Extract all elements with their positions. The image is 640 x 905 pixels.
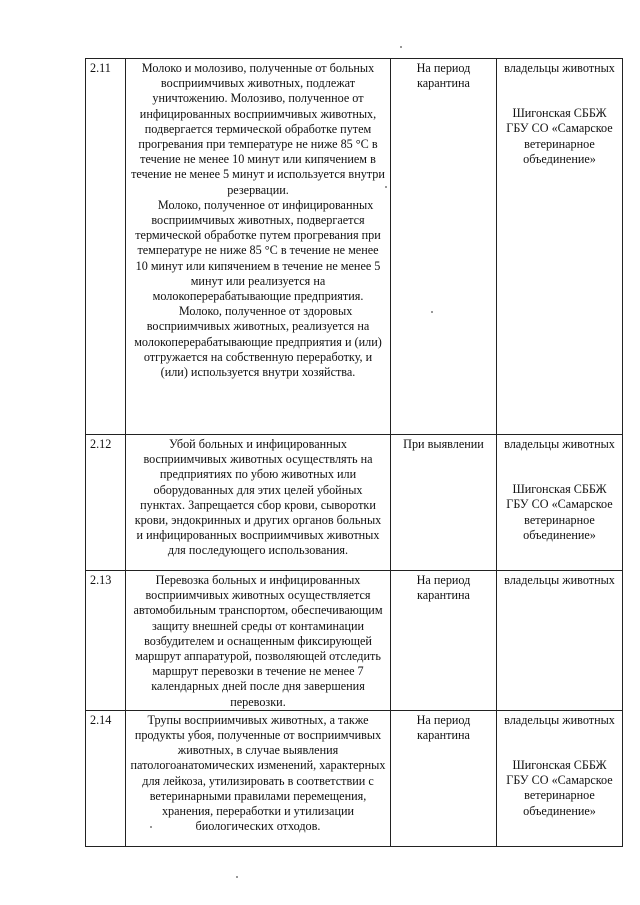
table-row <box>86 710 623 846</box>
responsible-owner: владельцы животных <box>504 61 615 75</box>
scan-speck <box>236 876 238 878</box>
table-row <box>86 435 623 571</box>
row-number: 2.13 <box>86 571 126 711</box>
scan-speck <box>385 186 387 188</box>
responsible-organization: Шигонская СББЖ ГБУ СО «Самарское ветеринарное объединение» <box>506 758 613 818</box>
table-row <box>86 571 623 711</box>
responsible-owner: владельцы животных <box>504 437 615 451</box>
measure-paragraph: Молоко и молозиво, полученные от больных восприимчивых животных, подлежат уничтожению. Молозиво, полученное от инфицированных восприимчивых животных, подвергается термической обработке путем прогревания при температуре не ниже 85 °С в течение не менее 10 минут или кипячением в течение не менее 5 минут и используется внутри резервации. <box>131 61 385 197</box>
responsible-cell <box>497 710 623 846</box>
measure-paragraph: Перевозка больных и инфицированных восприимчивых животных осуществляется автомобильным транспортом, обеспечивающим защиту внешней среды от контаминации возбудителем и оснащенным фиксирующей маршрут аппаратурой, позволяющей отследить маршрут перевозки в течение не менее 7 календарных дней после дня завершения перевозки. <box>133 573 383 709</box>
measures-table <box>85 58 623 847</box>
period-cell: На период карантина <box>391 59 497 435</box>
measure-paragraph: Трупы восприимчивых животных, а также продукты убоя, полученные от восприимчивых животных, в случае выявления патологоанатомических изменений, характерных для лейкоза, утилизировать в соответствии с ветеринарными правилами перемещения, хранения, переработки и утилизации биологических отходов. <box>130 712 386 834</box>
responsible-organization: Шигонская СББЖ ГБУ СО «Самарское ветеринарное объединение» <box>506 106 613 166</box>
responsible-cell <box>497 571 623 711</box>
scan-speck <box>150 826 152 828</box>
measure-cell <box>126 59 391 435</box>
measure-paragraph: Молоко, полученное от инфицированных восприимчивых животных, подвергается термической обработке путем прогревания при температуре не ниже 85 °С в течение не менее 10 минут или кипячением в течение не менее 5 минут или реализуется на молокоперерабатывающие предприятия. <box>135 197 381 304</box>
measure-cell <box>126 571 391 711</box>
responsible-organization: Шигонская СББЖ ГБУ СО «Самарское ветеринарное объединение» <box>506 482 613 542</box>
responsible-cell <box>497 435 623 571</box>
row-number: 2.14 <box>86 710 126 846</box>
table-row <box>86 59 623 435</box>
scan-speck <box>431 311 433 313</box>
period-cell: На период карантина <box>391 571 497 711</box>
measure-paragraph: Молоко, полученное от здоровых восприимчивых животных, реализуется на молокоперерабатывающие предприятия и (или) отгружается на собственную переработку, и (или) используется внутри хозяйства. <box>134 304 382 380</box>
measure-paragraph: Убой больных и инфицированных восприимчивых животных осуществлять на предприятиях по убою животных или оборудованных для этих целей убойных пунктах. Запрещается сбор крови, сыворотки крови, эндокринных и других органов больных и инфицированных восприимчивых животных для последующего использования. <box>134 437 382 558</box>
period-cell: На период карантина <box>391 710 497 846</box>
responsible-cell <box>497 59 623 435</box>
responsible-owner: владельцы животных <box>504 573 615 587</box>
scan-speck <box>400 46 402 48</box>
measure-cell <box>126 710 391 846</box>
period-cell: При выявлении <box>391 435 497 571</box>
measure-cell <box>126 435 391 571</box>
row-number: 2.12 <box>86 435 126 571</box>
responsible-owner: владельцы животных <box>504 712 615 727</box>
row-number: 2.11 <box>86 59 126 435</box>
